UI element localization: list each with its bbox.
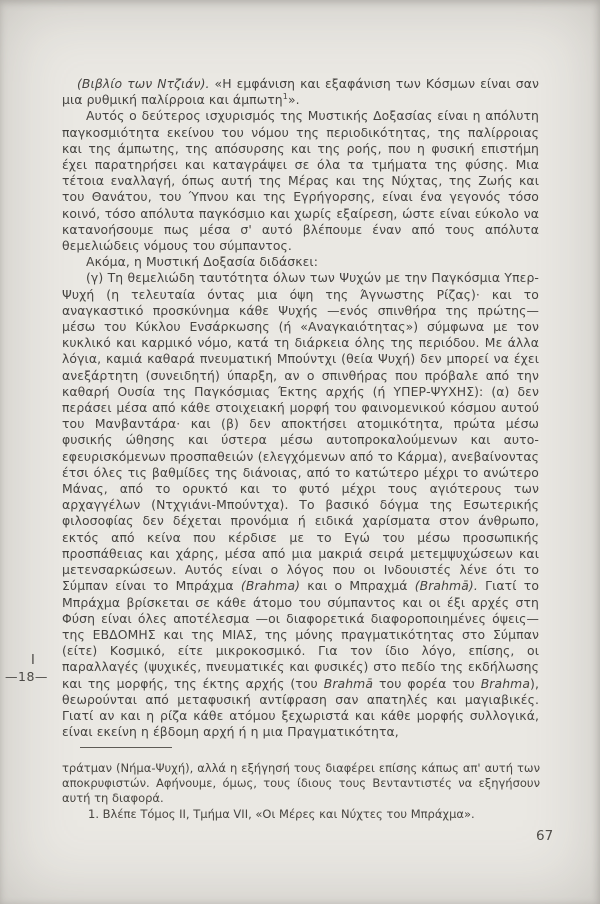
paragraph: (γ) Τη θεμελιώδη ταυτότητα όλων των Ψυχών με την Παγκόσμια Υπερ-Ψυχή (η τελευταία όντας μια όψη της Άγνωστης Ρίζας)· και το αναγκαστικό προσκύνημα κάθε Ψυχής —ενός σπινθήρα της πρώτης— μέσω του Κύκλου Ενσάρκωσης (ή «Αναγκαιότητας») σύμφωνα με τον κυκλικό και καρμικό νόμο, κατά τη διάρκεια όλης της περιόδου. Με άλλα λόγια, καμιά καθαρά πνευματική Μπούντχι (θεία Ψυχή) δεν μπορεί να έχει ανεξάρτητη (συνειδητή) ύπαρξη, αν ο σπινθήρας που πρόβαλε από την καθαρή Ουσία της Παγκόσμιας Έκτης αρχής (ή ΥΠΕΡ-ΨΥΧΗΣ): (α) δεν περάσει μέσα από κάθε στοιχειακή μορφή του φαινομενικού κόσμου αυτού του Μανβαντάρα· και (β) δεν αποκτήσει ατομικότητα, πρώτα μέσω φυσικής ώθησης και ύστερα μέσω αυτοπροκαλούμενων και αυτο-εφευρισκόμενων προσπαθειών (ελεγχόμενων από το Κάρμα), ανεβαίνοντας έτσι όλες τις βαθμίδες της διάνοιας, από το κατώτερο μέχρι το ανώτερο Μάνας, από το ορυκτό και το φυτό μέχρι τους αγιότερους των αρχαγγέλων (Ντχγιάνι-Μπούντχα). Το βασικό δόγμα της Εσωτερικής φιλοσοφίας δεν δέχεται προνόμια ή ειδικά χαρίσματα στον άνθρωπο, εκτός από κείνα που κέρδισε με το Εγώ του μέσω προσωπικής προσπάθειας και χάρης, μέσα από μια μακριά σειρά μετεμψυχώσεων και μετενσαρκώσεων. Αυτός είναι ο λόγος που οι Ινδουιστές λένε ότι το Σύμπαν είναι το Μπράχμα (Brahma) και ο Μπραχμά (Brahmā). Γιατί το Μπράχμα βρίσκεται σε κάθε άτομο του σύμπαντος και οι έξι αρχές στη Φύση είναι όλες αποτέλεσμα —οι διαφορετικά διαφοροποιημένες όψεις— της ΕΒΔΟΜΗΣ και της ΜΙΑΣ, της μόνης πραγματικότητας στο Σύμπαν (είτε) Κοσμικό, είτε μικροκοσμικό. Για τον ίδιο λόγο, επίσης, οι παραλλαγές (ψυχικές, πνευματικές και φυσικές) στο πεδίο της εκδήλωσης και της μορφής, της έκτης αρχής (του Brahmā του φορέα του Brahma), θεωρούνται από μεταφυσική αντίφραση σαν απατηλές και μαγιαβικές. Γιατί αν και η ρίζα κάθε ατόμου ξεχωριστά και κάθε μορφής συλλογικά, είναι εκείνη η έβδομη αρχή ή η μια Πραγματικότητα, bbox=[62, 270, 539, 740]
paragraph: Αυτός ο δεύτερος ισχυρισμός της Μυστικής Δοξασίας είναι η απόλυτη παγκοσμιότητα εκείνου του νόμου της περιοδικότητας, της παλίρροιας και της άμπωτης, της απόσυρσης και της ροής, που η φυσική επιστήμη έχει παρατηρήσει και καταγράψει σε όλα τα τμήματα της φύσης. Μια τέτοια εναλλαγή, όπως αυτή της Μέρας και της Νύχτας, της Ζωής και του Θανάτου, του Ύπνου και της Εγρήγορσης, είναι ένα γεγονός τόσο κοινό, τόσο απόλυτα παγκόσμιο και χωρίς εξαίρεση, ώστε είναι εύκολο να κατανοήσουμε πως μέσα σ' αυτό βλέπουμε έναν από τους απόλυτα θεμελιώδεις νόμους του σύμπαντος. bbox=[62, 108, 539, 254]
footnote-separator-rule bbox=[80, 747, 172, 748]
paragraph: 1. Βλέπε Τόμος ΙΙ, Τμήμα VII, «Οι Μέρες και Νύχτες του Μπράχμα». bbox=[88, 806, 475, 821]
paragraph: τράτμαν (Νήμα-Ψυχή), αλλά η εξήγησή τους διαφέρει επίσης κάπως απ' αυτή των αποκρυφιστών. Αφήνουμε, όμως, τους ίδιους τους Βενταντιστές να εξηγήσουν αυτή τη διαφορά. bbox=[62, 761, 540, 806]
paragraph: (Βιβλίο των Ντζιάν). «Η εμφάνιση και εξαφάνιση των Κόσμων είναι σαν μια ρυθμική παλίρροια και άμπωτη$^1$». bbox=[62, 76, 539, 108]
footnotes bbox=[62, 761, 540, 822]
paragraph: Ακόμα, η Μυστική Δοξασία διδάσκει: bbox=[86, 254, 318, 270]
page-number: 67 bbox=[536, 828, 554, 844]
margin-page-ref-mark: —18— bbox=[5, 669, 48, 684]
body-text bbox=[62, 76, 539, 740]
margin-volume-mark: I bbox=[31, 653, 35, 668]
